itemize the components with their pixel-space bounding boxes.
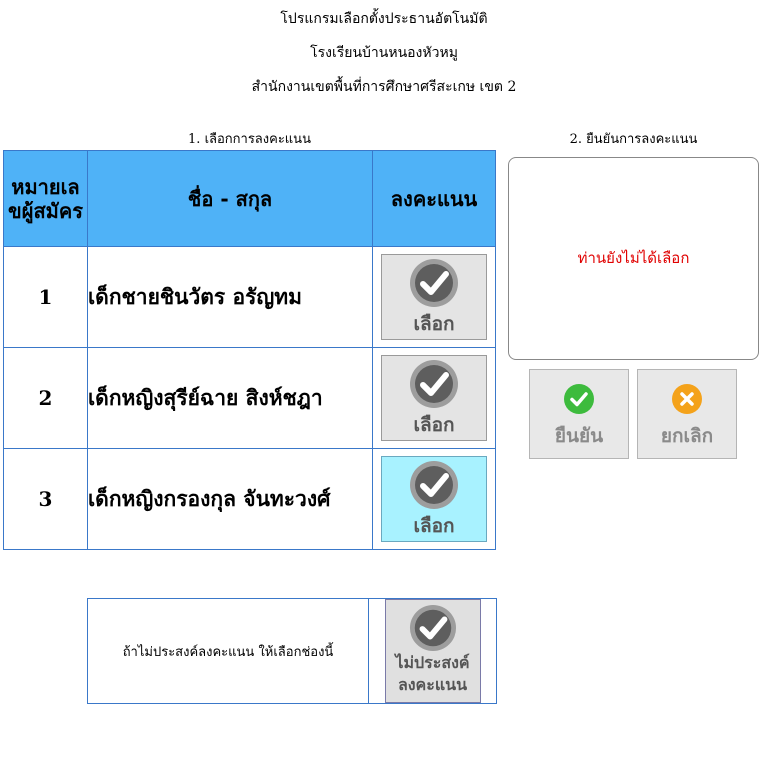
column-header-name: ชื่อ - สกุล bbox=[88, 151, 373, 247]
select-button-label: เลือก bbox=[413, 515, 455, 537]
check-circle-icon bbox=[409, 258, 459, 308]
abstain-instruction: ถ้าไม่ประสงค์ลงคะแนน ให้เลือกช่องนี้ bbox=[88, 599, 369, 704]
select-candidate-button[interactable] bbox=[381, 254, 487, 340]
cancel-button[interactable] bbox=[637, 369, 737, 459]
confirm-status-box bbox=[508, 157, 759, 360]
abstain-table bbox=[87, 598, 497, 704]
select-candidate-button[interactable] bbox=[381, 355, 487, 441]
cancel-button-label: ยกเลิก bbox=[660, 425, 714, 447]
abstain-button-label-1: ไม่ประสงค์ bbox=[395, 653, 470, 672]
selection-status: ท่านยังไม่ได้เลือก bbox=[577, 248, 690, 267]
school-name: โรงเรียนบ้านหนองหัวหมู bbox=[310, 45, 458, 61]
candidate-name: เด็กชายชินวัตร อรัญทม bbox=[88, 247, 373, 348]
office-name: สำนักงานเขตพื้นที่การศึกษาศรีสะเกษ เขต 2 bbox=[251, 79, 517, 95]
table-row bbox=[4, 449, 496, 550]
table-header-row bbox=[4, 151, 496, 247]
check-circle-icon bbox=[409, 359, 459, 409]
column-header-vote: ลงคะแนน bbox=[373, 151, 496, 247]
x-circle-orange-icon bbox=[671, 383, 703, 415]
table-row bbox=[4, 348, 496, 449]
select-button-label: เลือก bbox=[413, 414, 455, 436]
select-button-label: เลือก bbox=[413, 313, 455, 335]
check-circle-green-icon bbox=[563, 383, 595, 415]
candidate-number: 2 bbox=[4, 348, 88, 449]
program-title: โปรแกรมเลือกตั้งประธานอัตโนมัติ bbox=[280, 11, 488, 27]
confirm-section-title: 2. ยืนยันการลงคะแนน bbox=[569, 132, 698, 147]
confirm-button-label: ยืนยัน bbox=[554, 425, 604, 447]
abstain-button-label-2: ลงคะแนน bbox=[397, 675, 468, 694]
vote-section-title: 1. เลือกการลงคะแนน bbox=[188, 132, 311, 147]
check-circle-icon bbox=[409, 604, 457, 652]
select-candidate-button[interactable] bbox=[381, 456, 487, 542]
candidate-name: เด็กหญิงกรองกุล จันทะวงศ์ bbox=[88, 449, 373, 550]
confirm-button[interactable] bbox=[529, 369, 629, 459]
candidate-number: 1 bbox=[4, 247, 88, 348]
check-circle-icon bbox=[409, 460, 459, 510]
candidate-table bbox=[3, 150, 496, 550]
abstain-button[interactable] bbox=[385, 599, 481, 703]
candidate-number: 3 bbox=[4, 449, 88, 550]
table-row bbox=[4, 247, 496, 348]
column-header-number: หมายเลขผู้สมัคร bbox=[4, 151, 88, 247]
candidate-name: เด็กหญิงสุรีย์ฉาย สิงห์ชฎา bbox=[88, 348, 373, 449]
